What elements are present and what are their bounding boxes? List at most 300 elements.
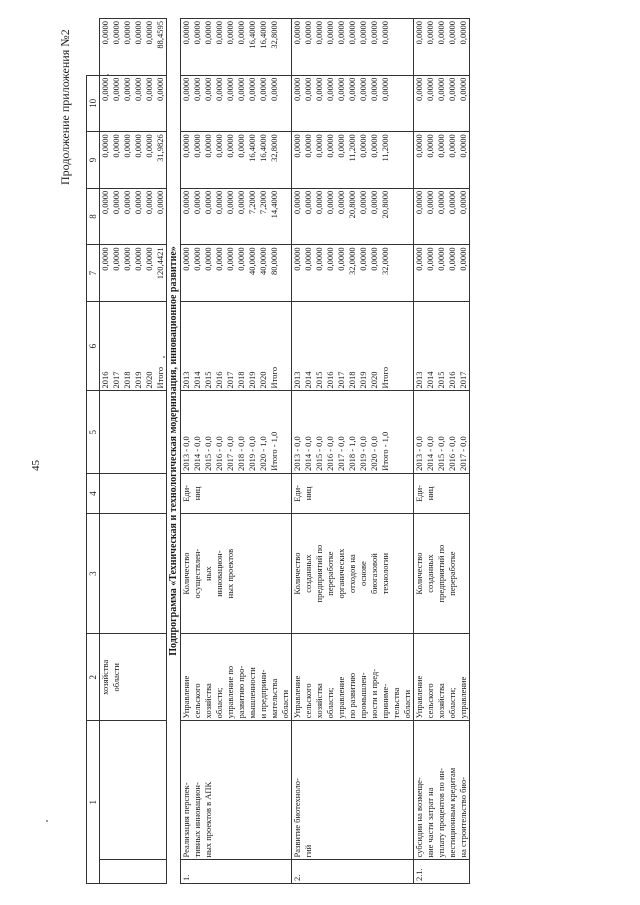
amount-value: 0,0000 <box>214 77 224 101</box>
amount-value: 16,4000 <box>258 21 268 49</box>
row-number: 2. <box>292 860 414 884</box>
year-value: 2014 <box>192 371 202 389</box>
amount-cell <box>181 75 292 132</box>
target-value: 2018 - 0,0 <box>236 436 246 471</box>
amount-value: 40,0000 <box>258 247 268 275</box>
amount-cell <box>292 245 414 302</box>
empty-cell <box>100 513 167 633</box>
amount-value: 0,0000 <box>414 247 424 271</box>
amount-value: 0,0000 <box>122 77 132 101</box>
amount-value: 0,0000 <box>447 134 457 158</box>
activity-name <box>292 721 414 860</box>
amount-value: 0,0000 <box>192 21 202 45</box>
amount-value: 0,0000 <box>214 190 224 215</box>
indicator-line: технологии <box>380 552 390 595</box>
indicator-line: осуществлен- <box>192 548 202 599</box>
amount-value: 0,0000 <box>111 77 121 101</box>
amount-value: 0,0000 <box>292 77 302 101</box>
amount-value: 0,0000 <box>214 247 224 271</box>
year-value: 2014 <box>303 371 313 389</box>
amount-cell <box>292 75 414 132</box>
amount-value: 0,0000 <box>122 247 132 271</box>
amount-value: 0,0000 <box>236 134 246 158</box>
executor-cell <box>292 634 414 721</box>
target-value: 2017 - 0,0 <box>336 436 346 471</box>
amount-value: 0,0000 <box>436 21 446 45</box>
target-value: 2017 - 0,0 <box>458 436 468 471</box>
activity-name-line: субсидии на возмеще- <box>414 777 424 858</box>
page-number: 45 <box>30 460 42 471</box>
amount-value: 0,0000 <box>303 190 313 215</box>
year-value: 2017 <box>225 371 235 389</box>
row-number: 2.1. <box>414 860 470 884</box>
amount-value: 0,0000 <box>100 134 110 158</box>
amount-value: 0,0000 <box>458 247 468 271</box>
amount-value: 0,0000 <box>100 247 110 271</box>
year-cell <box>181 301 292 391</box>
amount-value: 0,0000 <box>292 190 302 215</box>
indicator-cell <box>292 513 414 633</box>
executor-cell <box>414 634 470 721</box>
amount-value: 0,0000 <box>111 21 121 45</box>
target-value: 2016 - 0,0 <box>214 436 224 471</box>
year-value: 2016 <box>325 371 335 389</box>
year-value: 2014 <box>425 371 435 389</box>
indicator-cell <box>181 513 292 633</box>
executor-line: мышленности <box>247 667 257 719</box>
target-value: 2015 - 0,0 <box>436 436 446 471</box>
amount-value: 0,0000 <box>414 190 424 215</box>
amount-value: 7,2000 <box>258 190 268 215</box>
target-value: 2014 - 0,0 <box>192 436 202 471</box>
target-values-cell <box>181 391 292 473</box>
amount-value: 0,0000 <box>133 21 143 45</box>
indicator-line: отходов на <box>347 554 357 593</box>
amount-value: 0,0000 <box>181 190 191 215</box>
column-number: 2 <box>87 634 100 721</box>
indicator-line: переработке <box>447 551 457 596</box>
target-value: 2015 - 0,0 <box>203 436 213 471</box>
amount-value: 0,0000 <box>258 77 268 101</box>
activity-name-line: ние части затрат на <box>425 787 435 858</box>
amount-value: 0,0000 <box>369 21 379 45</box>
indicator-line: переработке <box>325 551 335 596</box>
executor-line: по развитию <box>347 672 357 719</box>
amount-value: 0,0000 <box>336 77 346 101</box>
amount-value: 7,2000 <box>247 190 257 215</box>
indicator-line: Количество <box>292 552 302 595</box>
amount-value: 0,0000 <box>358 134 368 158</box>
amount-value: 0,0000 <box>314 134 324 158</box>
year-value: Итого <box>269 366 279 389</box>
amount-value: 0,0000 <box>203 21 213 45</box>
executor-line: области; <box>214 687 224 719</box>
target-value: 2013 - 0,0 <box>414 436 424 471</box>
target-value: 2013 - 0,0 <box>181 436 191 471</box>
column-number: 7 <box>87 245 100 302</box>
amount-value: 0,0000 <box>292 134 302 158</box>
amount-value: 20,8000 <box>380 190 390 219</box>
unit-line: Еди- <box>181 485 191 502</box>
amount-value: 0,0000 <box>303 134 313 158</box>
indicator-line: основе <box>358 561 368 586</box>
amount-value: 0,0000 <box>458 134 468 158</box>
amount-value: 0,0000 <box>414 134 424 158</box>
activity-name-line: на строительство био- <box>458 776 468 858</box>
year-value: 2015 <box>436 371 446 389</box>
amount-value: 16,4000 <box>247 21 257 49</box>
year-value: 2018 <box>236 371 246 389</box>
indicator-line: Количество <box>181 552 191 595</box>
amount-cell <box>181 19 292 76</box>
year-value: 2017 <box>111 371 121 389</box>
executor-line: области; <box>325 687 335 719</box>
year-value: 2017 <box>336 371 346 389</box>
amount-value: 0,0000 <box>436 190 446 215</box>
empty-cell <box>100 860 167 884</box>
amount-value: 14,4000 <box>269 190 279 219</box>
amount-value: 0,0000 <box>236 247 246 271</box>
amount-value: 0,0000 <box>358 247 368 271</box>
subprogram-row <box>167 19 181 884</box>
executor-line: и предприни- <box>258 669 268 719</box>
year-value: 2015 <box>203 371 213 389</box>
amount-value: 0,0000 <box>458 190 468 215</box>
indicator-line: ных <box>203 566 213 581</box>
year-value: Итого <box>380 366 390 389</box>
unit-line: Еди- <box>292 485 302 502</box>
amount-value: 0,0000 <box>144 134 154 158</box>
amount-value: 0,0000 <box>336 21 346 45</box>
amount-value: 0,0000 <box>447 247 457 271</box>
executor-line: ности и пред- <box>369 668 379 719</box>
amount-value: 0,0000 <box>133 77 143 101</box>
column-number: 9 <box>87 132 100 189</box>
amount-value: 32,8000 <box>269 134 279 162</box>
rotated-table-wrapper <box>86 18 616 884</box>
amount-value: 40,0000 <box>247 247 257 275</box>
amount-value: 0,0000 <box>358 190 368 215</box>
amount-value: 0,0000 <box>122 21 132 45</box>
amount-value: 0,0000 <box>144 190 154 215</box>
amount-cell <box>181 245 292 302</box>
amount-cell <box>414 188 470 245</box>
year-value: Итого <box>155 366 165 389</box>
year-value: 2016 <box>447 371 457 389</box>
unit-cell <box>414 473 470 513</box>
target-value: 2020 - 1,0 <box>258 436 268 471</box>
amount-value: 0,0000 <box>303 21 313 45</box>
amount-value: 0,0000 <box>325 21 335 45</box>
amount-value: 0,0000 <box>292 21 302 45</box>
amount-value: 0,0000 <box>181 247 191 271</box>
amount-value: 0,0000 <box>214 21 224 45</box>
amount-value: 0,0000 <box>447 21 457 45</box>
amount-cell <box>414 75 470 132</box>
amount-value: 0,0000 <box>225 190 235 215</box>
indicator-line: органических <box>336 548 346 599</box>
amount-value: 0,0000 <box>192 190 202 215</box>
year-value: 2020 <box>258 371 268 389</box>
executor-line: Управление <box>181 675 191 719</box>
amount-value: 0,0000 <box>181 134 191 158</box>
executor-line: мательства <box>269 678 279 719</box>
activity-name-line: гий <box>303 844 313 858</box>
executor-cell <box>100 634 167 721</box>
activity-name-line: Развитие биотехноло- <box>292 778 302 858</box>
amount-value: 0,0000 <box>347 21 357 45</box>
amount-value: 0,0000 <box>292 247 302 271</box>
year-value: 2019 <box>133 371 143 389</box>
executor-line: тельства <box>391 687 401 719</box>
amount-value: 0,0000 <box>303 247 313 271</box>
unit-line: ниц <box>303 486 313 501</box>
amount-value: 0,0000 <box>425 190 435 215</box>
column-number: 6 <box>87 301 100 391</box>
amount-value: 11,2000 <box>347 134 357 162</box>
year-value: 2015 <box>314 371 324 389</box>
amount-value: 0,0000 <box>100 77 110 101</box>
executor-line: области <box>402 689 412 719</box>
year-value: 2018 <box>122 371 132 389</box>
executor-line: промышлен- <box>358 672 368 719</box>
amount-value: 0,0000 <box>369 134 379 158</box>
amount-cell <box>181 188 292 245</box>
amount-value: 0,0000 <box>203 134 213 158</box>
amount-value: 0,0000 <box>336 190 346 215</box>
amount-value: 0,0000 <box>203 77 213 101</box>
amount-value: 11,2000 <box>380 134 390 162</box>
target-value: Итого - 1,0 <box>380 431 390 471</box>
amount-value: 0,0000 <box>458 21 468 45</box>
indicator-line: инновацион- <box>214 550 224 597</box>
amount-value: 32,0000 <box>347 247 357 275</box>
amount-value: 0,0000 <box>192 134 202 158</box>
activity-name-line: вестиционным кредитам <box>447 767 457 858</box>
executor-line: Управление <box>292 675 302 719</box>
amount-cell <box>414 19 470 76</box>
unit-line: ниц <box>425 486 435 501</box>
unit-cell <box>181 473 292 513</box>
amount-cell <box>100 188 167 245</box>
target-values-cell <box>414 391 470 473</box>
indicator-line: созданных <box>303 554 313 593</box>
year-cell <box>100 301 167 391</box>
amount-value: 0,0000 <box>133 247 143 271</box>
amount-value: 0,0000 <box>314 77 324 101</box>
amount-value: 0,0000 <box>303 77 313 101</box>
amount-value: 0,0000 <box>425 134 435 158</box>
amount-value: 0,0000 <box>436 134 446 158</box>
amount-cell <box>292 132 414 189</box>
executor-line: управление <box>458 676 468 719</box>
column-number: 1 <box>87 721 100 884</box>
indicator-line: созданных <box>425 554 435 593</box>
year-value: 2013 <box>181 371 191 389</box>
amount-value: 0,0000 <box>144 21 154 45</box>
amount-value: 0,0000 <box>380 77 390 101</box>
amount-value: 0,0000 <box>133 190 143 215</box>
year-value: 2016 <box>100 371 110 389</box>
amount-value: 0,0000 <box>414 77 424 101</box>
year-value: 2019 <box>358 371 368 389</box>
column-number: 5 <box>87 391 100 473</box>
amount-value: 0,0000 <box>325 247 335 271</box>
amount-value: 0,0000 <box>155 190 165 215</box>
amount-value: 0,0000 <box>369 190 379 215</box>
year-value: 2020 <box>144 371 154 389</box>
target-value: 2016 - 0,0 <box>325 436 335 471</box>
amount-value: 0,0000 <box>425 247 435 271</box>
target-value: 2014 - 0,0 <box>303 436 313 471</box>
indicator-line: Количество <box>414 552 424 595</box>
table-row <box>414 19 470 884</box>
amount-value: 0,0000 <box>214 134 224 158</box>
amount-value: 0,0000 <box>192 77 202 101</box>
target-value: 2018 - 1,0 <box>347 436 357 471</box>
amount-cell <box>100 245 167 302</box>
indicator-cell <box>414 513 470 633</box>
amount-value: 0,0000 <box>225 247 235 271</box>
amount-value: 0,0000 <box>314 247 324 271</box>
amount-value: 0,0000 <box>144 77 154 101</box>
amount-value: 0,0000 <box>358 77 368 101</box>
amount-value: 0,0000 <box>347 77 357 101</box>
program-table <box>86 18 470 884</box>
column-number-row <box>87 19 100 884</box>
indicator-line: биогазовой <box>369 553 379 594</box>
executor-line: области <box>111 663 121 692</box>
year-value: 2016 <box>214 371 224 389</box>
scan-speck <box>46 820 48 822</box>
carry-over-row <box>100 19 167 884</box>
amount-value: 0,0000 <box>336 247 346 271</box>
executor-cell <box>181 634 292 721</box>
amount-value: 0,0000 <box>447 190 457 215</box>
amount-value: 0,0000 <box>203 247 213 271</box>
executor-line: хозяйства <box>100 659 110 695</box>
indicator-line: предприятий по <box>436 544 446 603</box>
executor-line: приниме- <box>380 683 390 719</box>
target-value: Итого - 1,0 <box>269 431 279 471</box>
activity-name-line: Реализация перспек- <box>181 782 191 858</box>
amount-value: 0,0000 <box>100 190 110 215</box>
amount-value: 0,0000 <box>225 21 235 45</box>
amount-value: 80,0000 <box>269 247 279 275</box>
amount-value: 0,0000 <box>325 190 335 215</box>
target-value: 2013 - 0,0 <box>292 436 302 471</box>
amount-value: 0,0000 <box>225 134 235 158</box>
amount-value: 0,0000 <box>269 77 279 101</box>
target-value: 2015 - 0,0 <box>314 436 324 471</box>
amount-value: 16,4000 <box>247 134 257 162</box>
year-value: 2013 <box>414 371 424 389</box>
column-number: 10 <box>87 75 100 132</box>
executor-line: Управление <box>414 675 424 719</box>
amount-value: 0,0000 <box>155 77 165 101</box>
target-value: 2019 - 0,0 <box>247 436 257 471</box>
target-value: 2016 - 0,0 <box>447 436 457 471</box>
empty-cell <box>100 473 167 513</box>
amount-value: 0,0000 <box>325 134 335 158</box>
amount-value: 16,4000 <box>258 134 268 162</box>
year-cell <box>414 301 470 391</box>
executor-line: управление по <box>225 665 235 719</box>
executor-line: сельского <box>192 683 202 719</box>
amount-value: 32,0000 <box>380 247 390 275</box>
executor-line: хозяйства <box>436 683 446 719</box>
amount-cell <box>100 19 167 76</box>
column-number: 8 <box>87 188 100 245</box>
year-value: 2020 <box>369 371 379 389</box>
appendix-continuation-note: Продолжение приложения №2 <box>58 29 72 185</box>
amount-value: 0,0000 <box>436 247 446 271</box>
activity-name-line: тивных инновацион- <box>192 782 202 858</box>
amount-cell <box>181 132 292 189</box>
year-cell <box>292 301 414 391</box>
amount-value: 0,0000 <box>425 77 435 101</box>
amount-cell <box>292 188 414 245</box>
table-row <box>181 19 292 884</box>
amount-value: 0,0000 <box>458 77 468 101</box>
amount-value: 0,0000 <box>144 247 154 271</box>
amount-cell <box>100 132 167 189</box>
amount-value: 0,0000 <box>192 247 202 271</box>
amount-value: 20,8000 <box>347 190 357 219</box>
amount-value: 0,0000 <box>247 77 257 101</box>
target-value: 2014 - 0,0 <box>425 436 435 471</box>
column-number: 3 <box>87 513 100 633</box>
amount-value: 31,9826 <box>155 134 165 162</box>
indicator-line: ных проектов <box>225 548 235 599</box>
subprogram-title: Подпрограмма «Техническая и технологическая модернизация, инновационное развитие» <box>167 19 181 884</box>
unit-line: Еди- <box>414 485 424 502</box>
activity-name <box>181 721 292 860</box>
amount-cell <box>414 245 470 302</box>
executor-line: сельского <box>303 683 313 719</box>
table-row <box>292 19 414 884</box>
amount-value: 0,0000 <box>203 190 213 215</box>
amount-value: 0,0000 <box>425 21 435 45</box>
empty-cell <box>100 391 167 473</box>
amount-value: 88,4595 <box>155 21 165 49</box>
amount-value: 0,0000 <box>111 247 121 271</box>
amount-value: 0,0000 <box>336 134 346 158</box>
amount-value: 0,0000 <box>122 134 132 158</box>
indicator-line: предприятий по <box>314 544 324 603</box>
target-value: 2020 - 0,0 <box>369 436 379 471</box>
amount-value: 0,0000 <box>369 77 379 101</box>
unit-cell <box>292 473 414 513</box>
year-value: 2017 <box>458 371 468 389</box>
amount-value: 0,0000 <box>181 77 191 101</box>
column-number: 4 <box>87 473 100 513</box>
amount-cell <box>414 132 470 189</box>
target-value: 2017 - 0,0 <box>225 436 235 471</box>
amount-value: 120,4421 <box>155 247 165 280</box>
amount-value: 0,0000 <box>369 247 379 271</box>
year-value: 2013 <box>292 371 302 389</box>
year-value: 2019 <box>247 371 257 389</box>
executor-line: развитию про- <box>236 665 246 719</box>
activity-name-line: уплату процентов по ин- <box>436 768 446 858</box>
executor-line: сельского <box>425 683 435 719</box>
executor-line: хозяйства <box>314 683 324 719</box>
activity-name <box>414 721 470 860</box>
amount-value: 0,0000 <box>380 21 390 45</box>
amount-value: 0,0000 <box>447 77 457 101</box>
amount-value: 0,0000 <box>436 77 446 101</box>
